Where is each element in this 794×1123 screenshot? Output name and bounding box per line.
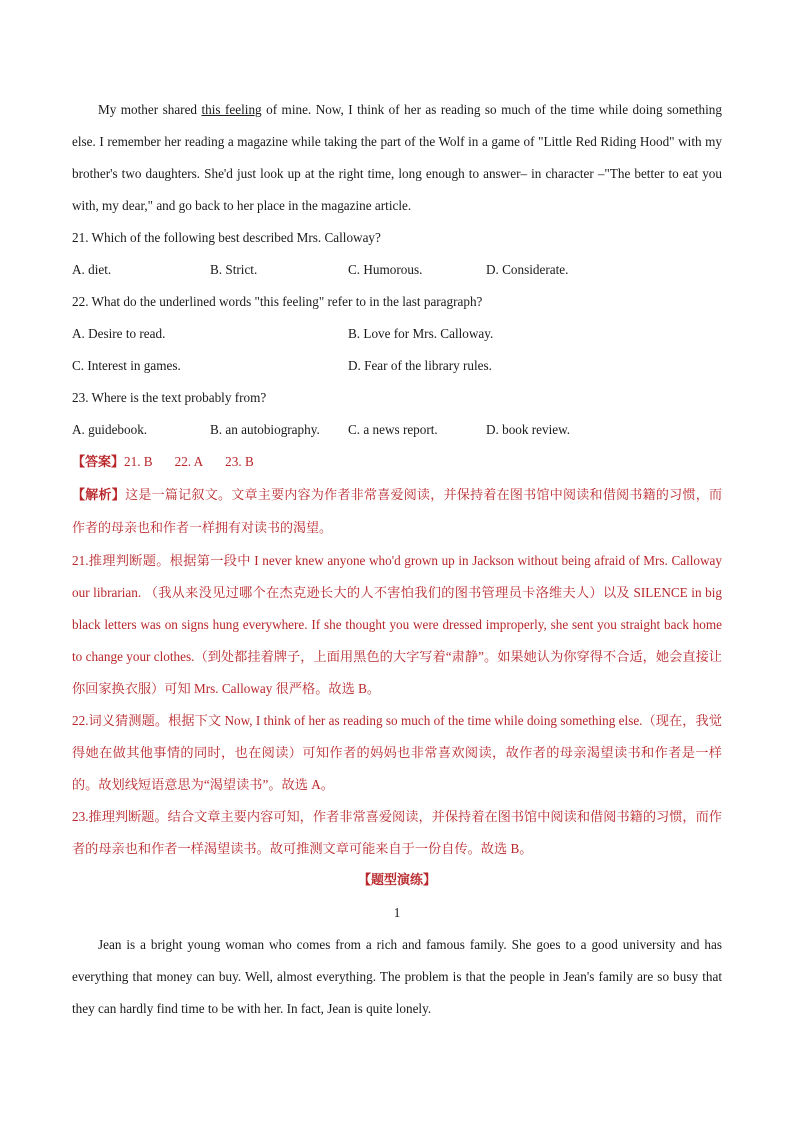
answer-21: 21. B	[124, 454, 153, 469]
question-21-options	[72, 254, 722, 286]
analysis-summary	[72, 479, 722, 545]
question-22-options-row2	[72, 350, 722, 382]
answer-22: 22. A	[174, 454, 204, 469]
analysis-label: 【解析】	[72, 488, 126, 503]
option-d: D. Considerate.	[486, 262, 569, 277]
practice-number: 1	[393, 905, 401, 920]
question-23-stem: 23. Where is the text probably from?	[72, 390, 267, 405]
analysis-q23: 23.推理判断题。结合文章主要内容可知，作者非常喜爱阅读，并保持着在图书馆中阅读和借阅书籍的习惯，而作者的母亲也和作者一样渴望读书。故可推测文章可能来自于一份自传。故选 B。	[72, 809, 722, 856]
option-d: D. book review.	[486, 422, 571, 437]
option-a: A. Desire to read.	[72, 326, 166, 341]
analysis-text: 这是一篇记叙文。文章主要内容为作者非常喜爱阅读，并保持着在图书馆中阅读和借阅书籍的习惯，而作者的母亲也和作者一样拥有对读书的渴望。	[72, 488, 722, 536]
option-c: C. Humorous.	[348, 262, 423, 277]
option-a: A. guidebook.	[72, 422, 148, 437]
analysis-q22: 22.词义猜测题。根据下文 Now, I think of her as reading so much of the time while doing something else.（现在，我觉得她在做其他事情的同时，也在阅读）可知作者的妈妈也非常喜欢阅读，故作者的母亲渴望读书和作者是一样的。故划线短语意思为“渴望读书”。故选 A。	[72, 713, 722, 792]
option-b: B. Strict.	[210, 262, 258, 277]
question-22-stem: 22. What do the underlined words "this feeling" refer to in the last paragraph?	[72, 294, 483, 309]
option-c: C. Interest in games.	[72, 358, 181, 373]
passage-text: My mother shared	[98, 102, 202, 117]
question-22-options-row1	[72, 318, 722, 350]
practice-paragraph: Jean is a bright young woman who comes from a rich and famous family. She goes to a good university and has everything that money can buy. Well, almost everything. The problem is that the people in Jean's family are so busy that they can hardly find time to be with her. In fact, Jean is quite lonely.	[72, 937, 722, 1016]
passage-paragraph	[72, 94, 722, 222]
answer-23: 23. B	[225, 454, 254, 469]
option-c: C. a news report.	[348, 422, 438, 437]
analysis-q21: 21.推理判断题。根据第一段中 I never knew anyone who'd grown up in Jackson without being afraid of Mrs. Calloway our librarian. （我从来没见过哪个在杰克逊长大的人不害怕我们的图书管理员卡洛维夫人）以及 SILENCE in big black letters was on signs hung everywhere. If she thought you were dressed improperly, she sent you straight back home to change your clothes.（到处都挂着牌子，上面用黑色的大字写着“肃静”。如果她认为你穿得不合适，她会直接让你回家换衣服）可知 Mrs. Calloway 很严格。故选 B。	[72, 553, 722, 696]
answer-line	[72, 446, 722, 479]
practice-heading: 【题型演练】	[357, 873, 436, 888]
option-d: D. Fear of the library rules.	[348, 358, 492, 373]
option-b: B. Love for Mrs. Calloway.	[348, 326, 494, 341]
question-21-stem: 21. Which of the following best described Mrs. Calloway?	[72, 230, 381, 245]
underlined-phrase: this feeling	[201, 102, 262, 117]
option-a: A. diet.	[72, 262, 112, 277]
passage-text: of mine. Now, I think of her as reading so much of the time while doing something else. I remember her reading a magazine while taking the part of the Wolf in a game of "Little Red Riding Hood" with my brother's two daughters. She'd just look up at the right time, long enough to answer– in character –"The better to eat you with, my dear," and go back to her place in the magazine article.	[72, 102, 722, 213]
answer-label: 【答案】	[72, 455, 125, 470]
option-b: B. an autobiography.	[210, 422, 320, 437]
question-23-options	[72, 414, 722, 446]
document-page	[72, 94, 722, 1025]
